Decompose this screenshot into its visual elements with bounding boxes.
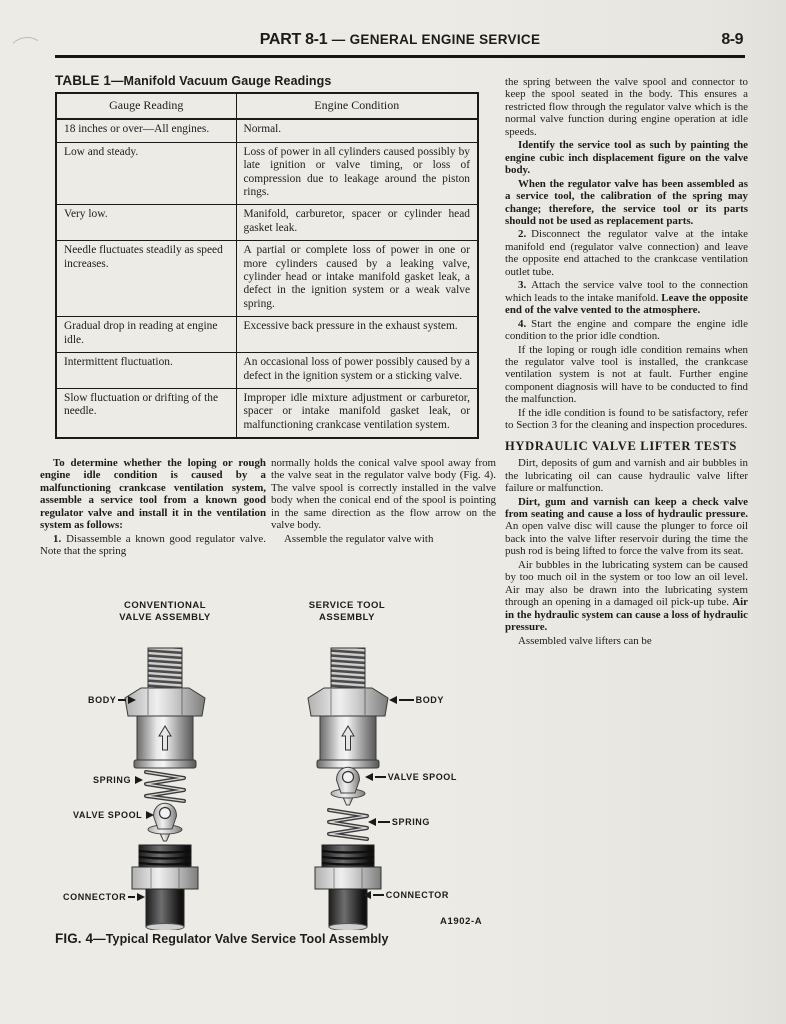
pen-mark-artifact bbox=[8, 35, 46, 67]
engine-condition-cell: An occasional loss of power possibly caused by a defect in the ignition system or a sticking valve. bbox=[236, 353, 478, 389]
bold-text: When the regulator valve has been assembled as a service tool, the calibration of the spring may change; therefore, the service tool or its parts should not be used as replacement parts. bbox=[505, 177, 748, 227]
step-1 bbox=[40, 533, 266, 558]
arrow-left-icon bbox=[368, 818, 376, 826]
paragraph: normally holds the conical valve spool away from the valve seat in the regulator valve body (Fig. 4). The valve spool is correctly installed in the valve body when the conical end of the spool is pointing in the same direction as the flow arrow on the valve body. bbox=[271, 457, 496, 532]
part-number: PART 8-1 bbox=[259, 31, 328, 48]
table-row bbox=[56, 119, 478, 142]
gauge-reading-cell: Very low. bbox=[56, 205, 236, 241]
service-tool-assembly-title: SERVICE TOOL ASSEMBLY bbox=[308, 600, 386, 623]
table-title-label: TABLE 1 bbox=[55, 73, 111, 88]
step-2 bbox=[505, 228, 748, 278]
engine-condition-cell: Improper idle mixture adjustment or carburetor, spacer or intake manifold gasket leak, or malfunctioning crankcase ventilation system. bbox=[236, 388, 478, 438]
step-text: Disassemble a known good regulator valve. Note that the spring bbox=[40, 532, 266, 558]
engine-condition-cell: Loss of power in all cylinders caused possibly by late ignition or valve timing, or loss of compression due to leakage around the piston rings. bbox=[236, 142, 478, 205]
paragraph bbox=[505, 559, 748, 634]
gauge-reading-cell: Intermittent fluctuation. bbox=[56, 353, 236, 389]
spring-label-left: SPRING bbox=[93, 775, 143, 785]
figure-caption-label: FIG. 4 bbox=[55, 931, 94, 946]
right-text-column bbox=[505, 76, 748, 647]
paragraph: Assemble the regulator valve with bbox=[284, 532, 434, 545]
plain-text: Air bubbles in the lubricating system can be caused by too much oil in the system or too low an oil level. Air may also be drawn into the lubricating system through an opening in a damaged oil pick-up tube. bbox=[505, 558, 748, 609]
paragraph bbox=[505, 178, 748, 228]
middle-text-column bbox=[271, 457, 496, 545]
figure-reference-code: A1902-A bbox=[440, 916, 483, 927]
valve-spool-label-right: VALVE SPOOL bbox=[365, 772, 457, 782]
gauge-reading-cell: Low and steady. bbox=[56, 142, 236, 205]
gauge-reading-cell: Needle fluctuates steadily as speed increases. bbox=[56, 241, 236, 317]
step-text: Disconnect the regulator valve at the intake manifold end (regulator valve connection) and leave the opposite end attached to the crankcase ventilation outlet tube. bbox=[505, 228, 748, 278]
engine-condition-cell: Normal. bbox=[236, 119, 478, 142]
table-row bbox=[56, 317, 478, 353]
table-row bbox=[56, 353, 478, 389]
page-header bbox=[55, 31, 745, 49]
table-row bbox=[56, 241, 478, 317]
step-text: Attach the service valve tool to the connection which leads to the intake manifold. bbox=[505, 279, 748, 304]
step-number: 2. bbox=[518, 228, 527, 241]
gauge-reading-cell: 18 inches or over—All engines. bbox=[56, 119, 236, 142]
step-text: Start the engine and compare the engine idle condition to the prior idle condtion. bbox=[505, 317, 748, 343]
engine-condition-cell: A partial or complete loss of power in one or more cylinders caused by a leaking valve, cylinder head or intake manifold gasket leak, a defect in the ignition system or a weak valve spring. bbox=[236, 241, 478, 317]
step-number: 4. bbox=[518, 317, 527, 330]
conventional-assembly-title: CONVENTIONAL VALVE ASSEMBLY bbox=[119, 600, 211, 623]
intro-bold-text: To determine whether the loping or rough engine idle condition is caused by a malfunctioning crankcase ventilation system, assemble a service tool from a known good regulator valve and install it in the ventilation system as follows: bbox=[40, 457, 266, 532]
spring-label-right: SPRING bbox=[368, 817, 430, 827]
valve-spool-label-left: VALVE SPOOL bbox=[73, 810, 143, 820]
arrow-right-icon bbox=[135, 776, 143, 784]
bold-text: Air in the hydraulic system can cause a loss of hydraulic pressure. bbox=[505, 596, 748, 634]
step-number: 1. bbox=[53, 532, 62, 545]
arrow-left-icon bbox=[389, 696, 397, 704]
bold-text: Dirt, gum and varnish can keep a check valve from seating and cause a loss of hydraulic pressure. bbox=[505, 495, 748, 520]
header-rule bbox=[55, 55, 745, 58]
paragraph: Assembled valve lifters can be bbox=[518, 634, 652, 647]
body-label-right: BODY bbox=[389, 695, 444, 705]
arrow-left-icon bbox=[363, 891, 371, 899]
paragraph: the spring between the valve spool and connector to keep the spool seated in the body. This ensures a restricted flow through the regulator valve which is the normal valve function during engine operation at idle speeds. bbox=[505, 76, 748, 138]
connector-label-left: CONNECTOR bbox=[63, 892, 145, 902]
plain-text: An open valve disc will cause the plunger to force oil back into the valve lifter reservoir during the time the push rod is being lifted to force the valve from its seat. bbox=[505, 520, 748, 558]
gauge-reading-cell: Slow fluctuation or drifting of the needle. bbox=[56, 388, 236, 438]
step-4 bbox=[505, 318, 748, 343]
body-label-left: BODY bbox=[88, 695, 136, 705]
figure-caption-text: —Typical Regulator Valve Service Tool Assembly bbox=[93, 932, 389, 946]
arrow-right-icon bbox=[146, 811, 154, 819]
table-title-rest: —Manifold Vacuum Gauge Readings bbox=[110, 74, 332, 88]
bold-text: Identify the service tool as such by painting the engine cubic inch displacement figure on the valve body. bbox=[505, 139, 748, 177]
paragraph: If the loping or rough idle condition remains when the regulator valve tool is installed, the crankcase ventilation system is not at fault. Further engine component diagnosis will have to be conducted to find the malfunction. bbox=[505, 343, 748, 406]
paragraph bbox=[505, 139, 748, 176]
paragraph bbox=[505, 496, 748, 558]
connector-label-right: CONNECTOR bbox=[363, 890, 449, 900]
table-row bbox=[56, 142, 478, 205]
table-row bbox=[56, 205, 478, 241]
engine-condition-cell: Excessive back pressure in the exhaust system. bbox=[236, 317, 478, 353]
engine-condition-cell: Manifold, carburetor, spacer or cylinder head gasket leak. bbox=[236, 205, 478, 241]
left-text-column bbox=[40, 457, 266, 558]
arrow-right-icon bbox=[137, 893, 145, 901]
figure-caption bbox=[55, 931, 389, 946]
paragraph: If the idle condition is found to be satisfactory, refer to Section 3 for the cleaning and inspection procedures. bbox=[505, 406, 748, 432]
page-number: 8-9 bbox=[721, 31, 743, 48]
part-title: — GENERAL ENGINE SERVICE bbox=[331, 32, 541, 47]
table-header-row bbox=[56, 93, 478, 119]
column-header-engine-condition: Engine Condition bbox=[236, 93, 478, 119]
section-heading: HYDRAULIC VALVE LIFTER TESTS bbox=[505, 438, 738, 453]
step-3 bbox=[505, 279, 748, 316]
figure-4 bbox=[35, 598, 505, 938]
vacuum-gauge-table bbox=[55, 92, 479, 439]
gauge-reading-cell: Gradual drop in reading at engine idle. bbox=[56, 317, 236, 353]
paragraph: Dirt, deposits of gum and varnish and air bubbles in the lubricating oil can cause hydraulic valve lifter failure or malfunction. bbox=[505, 457, 748, 495]
bold-text: Leave the opposite end of the valve vented to the atmosphere. bbox=[505, 291, 748, 317]
table-title bbox=[55, 73, 331, 88]
paragraph bbox=[40, 457, 266, 532]
column-header-gauge-reading: Gauge Reading bbox=[56, 93, 236, 119]
arrow-left-icon bbox=[365, 773, 373, 781]
table-row bbox=[56, 388, 478, 438]
step-number: 3. bbox=[518, 279, 527, 292]
arrow-right-icon bbox=[128, 696, 136, 704]
